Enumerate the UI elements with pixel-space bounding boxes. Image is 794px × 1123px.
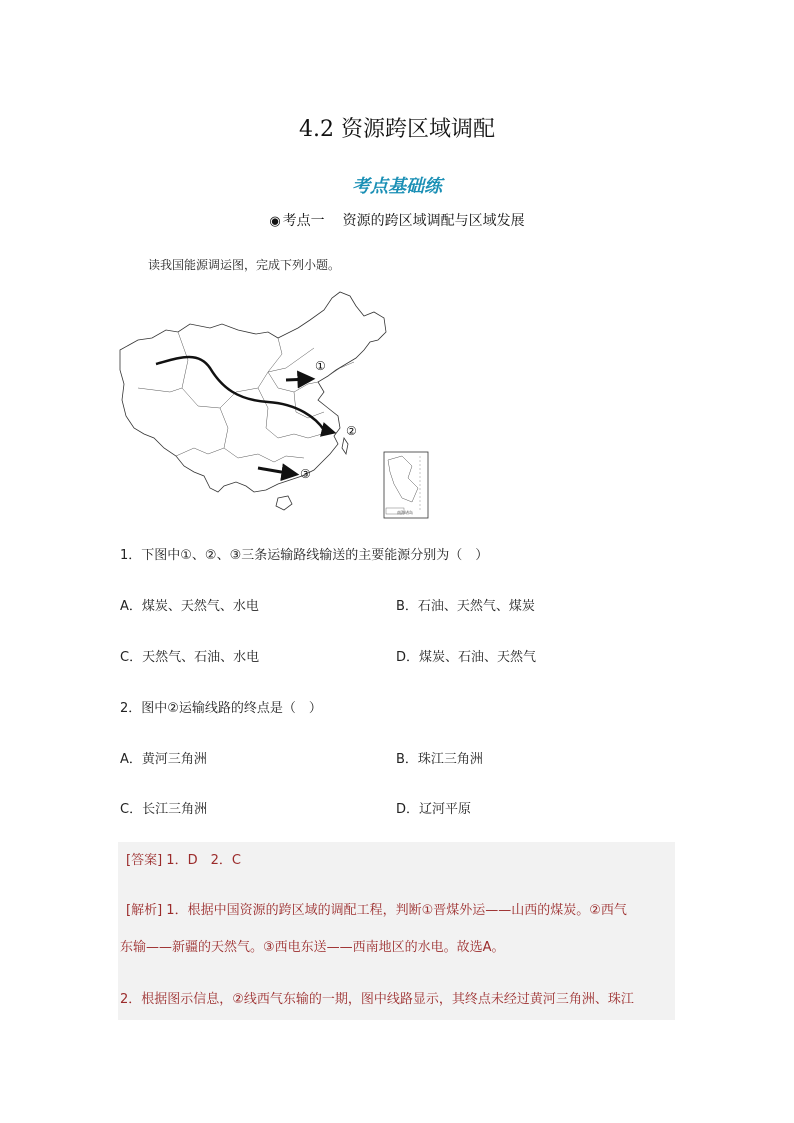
answer-box xyxy=(118,842,675,1020)
china-energy-map xyxy=(118,288,430,520)
route-2-label: ② xyxy=(346,424,357,438)
analysis-line-1 xyxy=(126,899,627,918)
answer-text: 1．D 2．C xyxy=(166,853,241,868)
q2-option-c: C．长江三角洲 xyxy=(120,802,208,817)
bullet-icon: ◉ xyxy=(269,214,281,229)
route-1-label: ① xyxy=(315,359,326,373)
hainan-island xyxy=(276,496,292,510)
section-subtitle: 考点基础练 xyxy=(352,176,442,197)
question-2-stem: 2．图中②运输线路的终点是（ ） xyxy=(120,701,322,716)
china-outline xyxy=(120,292,386,492)
answer-line xyxy=(126,849,241,868)
kaodian-label: 考点一 xyxy=(282,213,325,229)
q2-option-b: B．珠江三角洲 xyxy=(396,752,483,767)
q1-option-c: C．天然气、石油、水电 xyxy=(120,650,260,665)
route-1-arrow xyxy=(286,379,310,380)
q1-option-b: B．石油、天然气、煤炭 xyxy=(396,599,535,614)
analysis-text-1: 1．根据中国资源的跨区域的调配工程，判断①晋煤外运——山西的煤炭。②西气 xyxy=(166,903,627,918)
intro-text: 读我国能源调运图，完成下列小题。 xyxy=(148,258,341,272)
route-2-arrow xyxy=(156,357,332,432)
route-3-arrow xyxy=(258,468,294,474)
south-china-sea-inset xyxy=(384,452,428,518)
q1-option-d: D．煤炭、石油、天然气 xyxy=(396,650,537,665)
analysis-label: [解析] xyxy=(126,903,163,918)
answer-label: [答案] xyxy=(126,853,163,868)
analysis-line-2: 东输——新疆的天然气。③西电东送——西南地区的水电。故选A。 xyxy=(120,940,505,955)
question-1-stem: 1．下图中①、②、③三条运输路线输送的主要能源分别为（ ） xyxy=(120,548,489,563)
route-3-label: ③ xyxy=(300,467,311,481)
analysis-line-3: 2．根据图示信息，②线西气东输的一期，图中线路显示，其终点未经过黄河三角洲、珠江 xyxy=(120,992,634,1007)
taiwan-island xyxy=(342,438,348,454)
page-title: 4.2 资源跨区域调配 xyxy=(299,117,495,142)
q2-option-d: D．辽河平原 xyxy=(396,802,472,817)
kaodian-heading xyxy=(0,210,794,230)
q2-option-a: A．黄河三角洲 xyxy=(120,752,207,767)
inset-label: 南海诸岛 xyxy=(397,510,413,515)
q1-option-a: A．煤炭、天然气、水电 xyxy=(120,599,259,614)
kaodian-text: 资源的跨区域调配与区域发展 xyxy=(342,213,525,229)
